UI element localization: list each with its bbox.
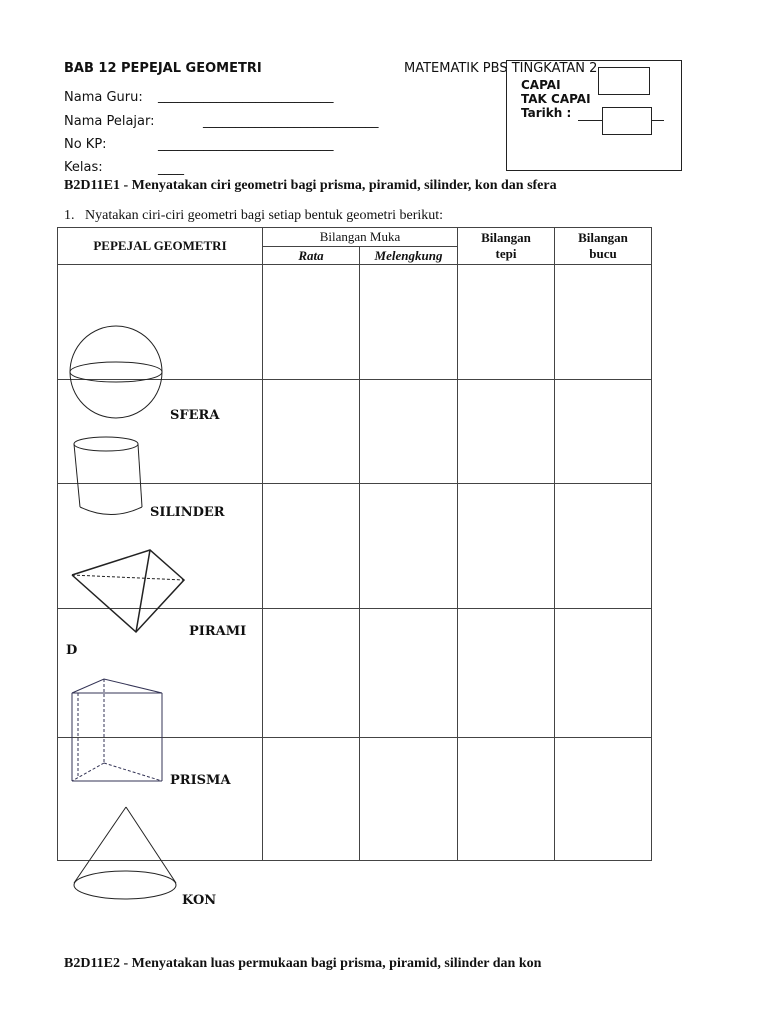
- answer-cell[interactable]: [360, 609, 458, 738]
- chapter-title: BAB 12 PEPEJAL GEOMETRI: [64, 61, 262, 76]
- label-pyramid: PIRAMI: [189, 624, 247, 639]
- geometry-table: [57, 227, 652, 908]
- label-prism: PRISMA: [170, 773, 231, 788]
- header-solid: PEPEJAL GEOMETRI: [58, 228, 263, 265]
- answer-cell[interactable]: [458, 380, 555, 484]
- cone-icon: [58, 799, 262, 922]
- answer-cell[interactable]: [360, 738, 458, 861]
- subject-title: MATEMATIK PBS TINGKATAN 2: [404, 61, 598, 76]
- teacher-name-field[interactable]: ___________________________: [158, 89, 334, 104]
- answer-cell[interactable]: [458, 265, 555, 380]
- table-row: [58, 265, 652, 380]
- answer-cell[interactable]: [555, 380, 652, 484]
- class-field[interactable]: ____: [158, 161, 184, 176]
- answer-cell[interactable]: [458, 484, 555, 609]
- student-name-field[interactable]: ___________________________: [203, 114, 379, 129]
- section1-heading: B2D11E1 - Menyatakan ciri geometri bagi prisma, piramid, silinder, kon dan sfera: [64, 178, 557, 193]
- answer-cell[interactable]: [360, 484, 458, 609]
- pyramid-icon: [58, 546, 262, 671]
- header-curved: Melengkung: [360, 247, 458, 265]
- prism-icon: [58, 673, 262, 802]
- teacher-name-label: Nama Guru:: [64, 90, 143, 105]
- label-cylinder: SILINDER: [150, 504, 225, 520]
- student-name-label: Nama Pelajar:: [64, 114, 155, 129]
- answer-cell[interactable]: [263, 609, 360, 738]
- class-label: Kelas:: [64, 160, 103, 175]
- header-vertices: Bilangan bucu: [555, 228, 652, 265]
- answer-cell[interactable]: [360, 265, 458, 380]
- answer-cell[interactable]: [263, 380, 360, 484]
- answer-cell[interactable]: [263, 265, 360, 380]
- tak-capai-label: TAK CAPAI: [521, 92, 591, 106]
- answer-cell[interactable]: [555, 738, 652, 861]
- label-cone: KON: [182, 893, 217, 908]
- answer-cell[interactable]: [263, 738, 360, 861]
- solid-cell-sphere: [58, 265, 263, 423]
- question1: 1. Nyatakan ciri-ciri geometri bagi setiap bentuk geometri berikut:: [64, 208, 444, 223]
- answer-cell[interactable]: [555, 484, 652, 609]
- answer-cell[interactable]: [555, 265, 652, 380]
- date-label: Tarikh :: [521, 106, 572, 120]
- header-faces: Bilangan Muka: [263, 228, 458, 247]
- capai-label: CAPAI: [521, 78, 561, 92]
- header-edges: Bilangan tepi: [458, 228, 555, 265]
- label-sphere: SFERA: [170, 408, 220, 423]
- cylinder-icon: [58, 432, 262, 536]
- capai-checkbox[interactable]: [598, 67, 650, 95]
- answer-cell[interactable]: [360, 380, 458, 484]
- answer-cell[interactable]: [458, 609, 555, 738]
- ic-number-field[interactable]: ___________________________: [158, 137, 334, 152]
- section2-heading: B2D11E2 - Menyatakan luas permukaan bagi prisma, piramid, silinder dan kon: [64, 956, 542, 971]
- ic-number-label: No KP:: [64, 137, 107, 152]
- header-flat: Rata: [263, 247, 360, 265]
- answer-cell[interactable]: [263, 484, 360, 609]
- answer-cell[interactable]: [555, 609, 652, 738]
- answer-cell[interactable]: [458, 738, 555, 861]
- label-pyramid-wrap: D: [66, 643, 78, 658]
- sphere-icon: [58, 322, 262, 437]
- tak-capai-checkbox[interactable]: [602, 107, 652, 135]
